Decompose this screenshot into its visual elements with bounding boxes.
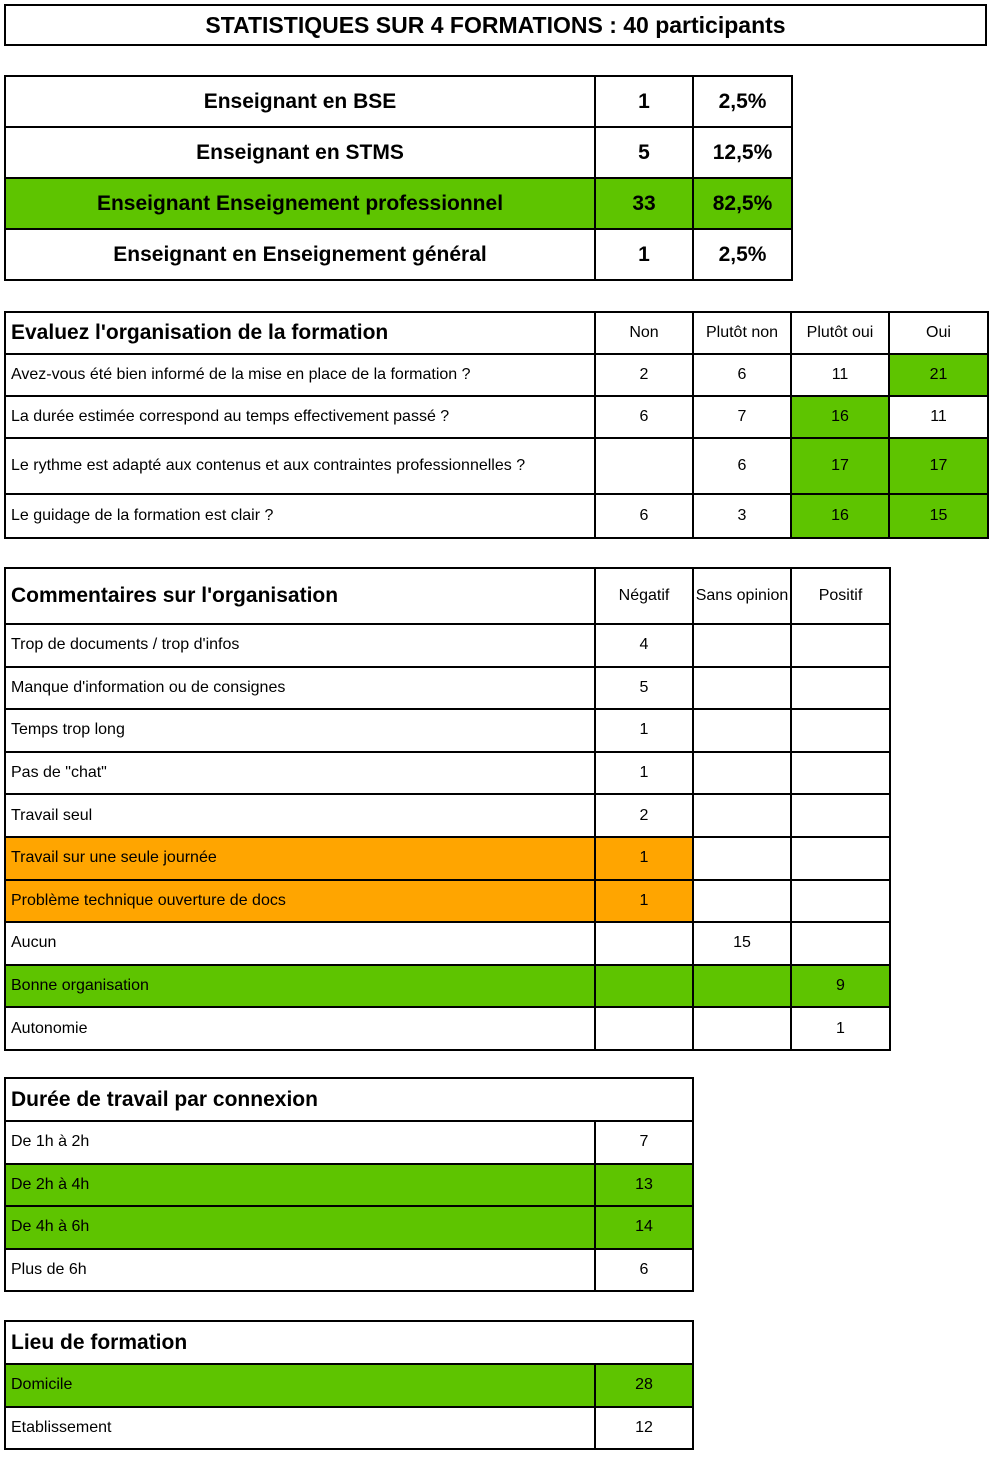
cell-value: 7	[693, 396, 791, 438]
cell-value: 5	[595, 667, 693, 710]
cell-value: 6	[693, 354, 791, 396]
profile-percent: 82,5%	[693, 178, 792, 229]
table-row	[5, 127, 792, 178]
cell-value	[595, 965, 693, 1008]
column-header: Sans opinion	[693, 568, 791, 624]
cell-value: 12	[595, 1407, 693, 1450]
cell-value: 16	[791, 494, 889, 538]
cell-value: 16	[791, 396, 889, 438]
profile-count: 1	[595, 229, 693, 280]
page-title: STATISTIQUES SUR 4 FORMATIONS : 40 participants	[4, 4, 987, 46]
profiles-table	[4, 75, 793, 281]
duration-label: De 2h à 4h	[5, 1164, 595, 1207]
cell-value	[791, 880, 890, 923]
column-header: Positif	[791, 568, 890, 624]
cell-value	[693, 794, 791, 837]
cell-value: 6	[693, 438, 791, 494]
duration-label: De 4h à 6h	[5, 1206, 595, 1249]
profile-label: Enseignant en BSE	[5, 76, 595, 127]
question-label: La durée estimée correspond au temps effectivement passé ?	[5, 396, 595, 438]
cell-value: 17	[791, 438, 889, 494]
table-row	[5, 229, 792, 280]
location-header: Lieu de formation	[5, 1321, 693, 1364]
duration-label: Plus de 6h	[5, 1249, 595, 1292]
cell-value	[693, 1007, 791, 1050]
comment-label: Trop de documents / trop d'infos	[5, 624, 595, 667]
table-row	[5, 1164, 693, 1207]
column-header: Négatif	[595, 568, 693, 624]
cell-value: 6	[595, 1249, 693, 1292]
table-row	[5, 1249, 693, 1292]
location-label: Domicile	[5, 1364, 595, 1407]
cell-value	[693, 752, 791, 795]
cell-value	[791, 837, 890, 880]
profile-label: Enseignant en STMS	[5, 127, 595, 178]
table-row	[5, 752, 890, 795]
cell-value: 11	[791, 354, 889, 396]
profile-percent: 12,5%	[693, 127, 792, 178]
cell-value: 6	[595, 494, 693, 538]
cell-value: 1	[595, 837, 693, 880]
cell-value	[595, 1007, 693, 1050]
cell-value: 17	[889, 438, 988, 494]
column-header: Plutôt oui	[791, 312, 889, 354]
profile-count: 5	[595, 127, 693, 178]
location-table	[4, 1320, 694, 1450]
cell-value: 21	[889, 354, 988, 396]
comment-label: Temps trop long	[5, 709, 595, 752]
cell-value: 13	[595, 1164, 693, 1207]
cell-value: 1	[595, 752, 693, 795]
cell-value: 6	[595, 396, 693, 438]
table-row	[5, 1364, 693, 1407]
comment-label: Bonne organisation	[5, 965, 595, 1008]
table-header-row	[5, 312, 988, 354]
comment-label: Pas de "chat"	[5, 752, 595, 795]
cell-value	[693, 624, 791, 667]
duration-header: Durée de travail par connexion	[5, 1078, 693, 1121]
table-row	[5, 667, 890, 710]
comment-label: Manque d'information ou de consignes	[5, 667, 595, 710]
table-header-row	[5, 568, 890, 624]
cell-value	[791, 709, 890, 752]
profile-label: Enseignant Enseignement professionnel	[5, 178, 595, 229]
cell-value	[791, 667, 890, 710]
comment-label: Travail sur une seule journée	[5, 837, 595, 880]
comment-label: Problème technique ouverture de docs	[5, 880, 595, 923]
table-row	[5, 396, 988, 438]
cell-value: 9	[791, 965, 890, 1008]
cell-value	[595, 438, 693, 494]
duration-table	[4, 1077, 694, 1292]
table-row	[5, 794, 890, 837]
comment-label: Travail seul	[5, 794, 595, 837]
comment-label: Aucun	[5, 922, 595, 965]
table-header-row	[5, 1321, 693, 1364]
table-row	[5, 709, 890, 752]
column-header: Non	[595, 312, 693, 354]
profile-count: 1	[595, 76, 693, 127]
table-row	[5, 624, 890, 667]
cell-value: 28	[595, 1364, 693, 1407]
table-row	[5, 837, 890, 880]
profile-percent: 2,5%	[693, 76, 792, 127]
column-header: Oui	[889, 312, 988, 354]
table-row	[5, 178, 792, 229]
cell-value: 4	[595, 624, 693, 667]
cell-value	[791, 794, 890, 837]
question-label: Le guidage de la formation est clair ?	[5, 494, 595, 538]
cell-value	[693, 667, 791, 710]
profile-percent: 2,5%	[693, 229, 792, 280]
table-row	[5, 76, 792, 127]
profile-label: Enseignant en Enseignement général	[5, 229, 595, 280]
cell-value: 1	[791, 1007, 890, 1050]
cell-value	[693, 880, 791, 923]
table-row	[5, 1121, 693, 1164]
table-row	[5, 354, 988, 396]
table-row	[5, 1407, 693, 1450]
table-header-row	[5, 1078, 693, 1121]
table-row	[5, 494, 988, 538]
question-label: Le rythme est adapté aux contenus et aux contraintes professionnelles ?	[5, 438, 595, 494]
cell-value	[791, 624, 890, 667]
cell-value	[791, 752, 890, 795]
question-label: Avez-vous été bien informé de la mise en place de la formation ?	[5, 354, 595, 396]
cell-value	[693, 965, 791, 1008]
cell-value: 7	[595, 1121, 693, 1164]
cell-value: 2	[595, 354, 693, 396]
cell-value: 14	[595, 1206, 693, 1249]
profile-count: 33	[595, 178, 693, 229]
table-row	[5, 1206, 693, 1249]
comments-table	[4, 567, 891, 1051]
cell-value	[693, 709, 791, 752]
comments-header: Commentaires sur l'organisation	[5, 568, 595, 624]
location-label: Etablissement	[5, 1407, 595, 1450]
cell-value: 2	[595, 794, 693, 837]
table-row	[5, 1007, 890, 1050]
evaluation-table	[4, 311, 989, 539]
cell-value	[595, 922, 693, 965]
cell-value: 11	[889, 396, 988, 438]
cell-value: 1	[595, 709, 693, 752]
duration-label: De 1h à 2h	[5, 1121, 595, 1164]
evaluation-header: Evaluez l'organisation de la formation	[5, 312, 595, 354]
table-row	[5, 965, 890, 1008]
comment-label: Autonomie	[5, 1007, 595, 1050]
cell-value	[693, 837, 791, 880]
cell-value	[791, 922, 890, 965]
table-row	[5, 438, 988, 494]
table-row	[5, 880, 890, 923]
table-row	[5, 922, 890, 965]
column-header: Plutôt non	[693, 312, 791, 354]
cell-value: 3	[693, 494, 791, 538]
cell-value: 15	[889, 494, 988, 538]
cell-value: 15	[693, 922, 791, 965]
cell-value: 1	[595, 880, 693, 923]
